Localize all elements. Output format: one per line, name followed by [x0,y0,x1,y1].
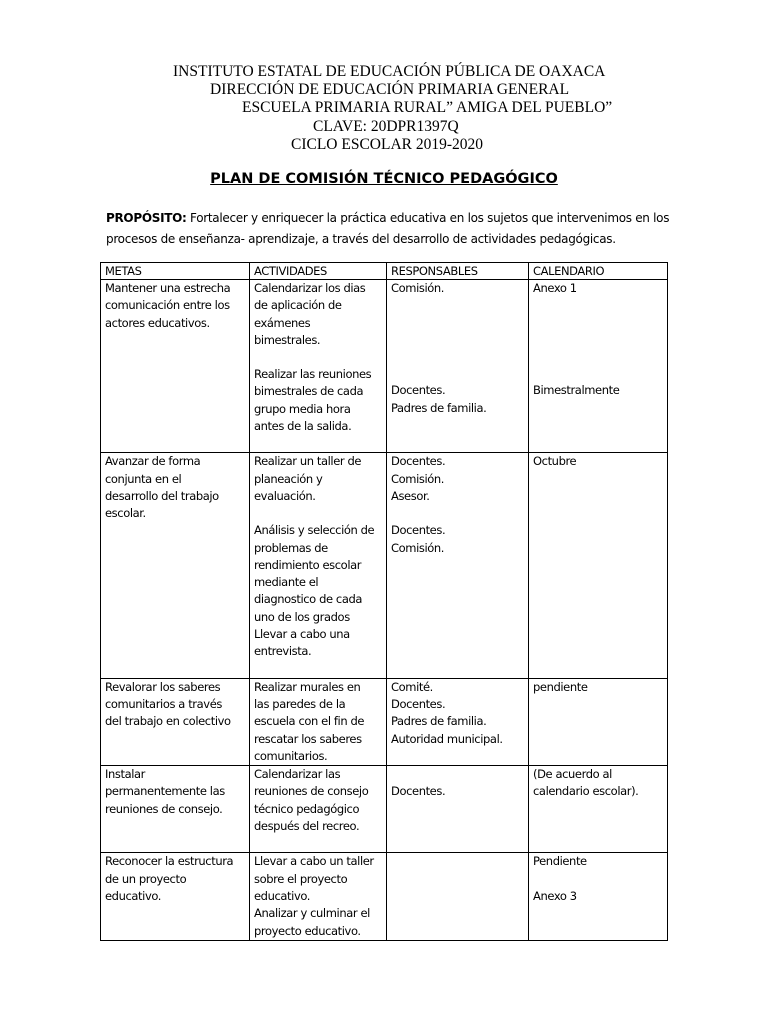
calendario-cell [529,453,668,678]
document-title: PLAN DE COMISIÓN TÉCNICO PEDAGÓGICO [210,171,558,187]
cell-line: Comisión. [391,540,445,555]
table-row [101,453,668,678]
purpose-text: Fortalecer y enriquecer la práctica educativa en los sujetos que intervenimos en los procesos de enseñanza- aprendizaje, a través del desarrollo de actividades pedagógicas. [106,211,670,246]
cell-line: Docentes. [391,523,446,538]
cell-line [533,331,663,348]
cell-line: permanentemente las [105,784,225,799]
cell-line: Octubre [533,454,577,469]
actividades-cell [250,280,387,453]
cell-line: Padres de familia. [391,714,487,729]
cell-line [391,505,524,522]
calendario-cell [529,853,668,940]
school-name: ESCUELA PRIMARIA RURAL” AMIGA DEL PUEBLO” [242,99,613,117]
table-row [101,766,668,853]
cell-line [533,314,663,331]
cell-line: Docentes. [391,784,446,799]
cell-line: mediante el [254,575,319,590]
cell-line: educativo. [254,888,311,903]
cell-line: de un proyecto [105,871,187,886]
cell-line: rendimiento escolar [254,557,362,572]
cell-line: bimestrales. [254,332,321,347]
cell-line: problemas de [254,540,328,555]
cell-line: calendario escolar). [533,784,639,799]
cell-line: Asesor. [391,488,430,503]
cell-line [533,365,663,382]
header-calendario: CALENDARIO [529,263,668,280]
cell-line: planeación y [254,471,323,486]
cell-line: educativo. [105,888,162,903]
cell-line: grupo media hora [254,401,351,416]
cell-line: después del recreo. [254,819,360,834]
cell-line: reuniones de consejo [254,784,369,799]
actividades-cell [250,453,387,678]
cell-line: escolar. [105,506,146,521]
cell-line: Realizar las reuniones [254,367,372,382]
cell-line [391,297,524,314]
purpose-label: PROPÓSITO: [106,211,187,225]
cell-line: Analizar y culminar el [254,906,370,921]
cell-line [254,349,382,366]
cell-line: Docentes. [391,383,446,398]
cell-line: Pendiente [533,854,587,869]
cell-line: Análisis y selección de [254,523,375,538]
cell-line: Llevar a cabo un taller [254,854,374,869]
actividades-cell [250,853,387,940]
responsables-cell [387,453,529,678]
institute-name: INSTITUTO ESTATAL DE EDUCACIÓN PÚBLICA DE OAXACA [173,63,606,80]
cell-line: Comité. [391,679,433,694]
cell-line: Avanzar de forma [105,454,201,469]
cell-line: uno de los grados [254,609,350,624]
cell-line: rescatar los saberes [254,731,362,746]
cell-line: Revalorar los saberes [105,679,221,694]
direction-name: DIRECCIÓN DE EDUCACIÓN PRIMARIA GENERAL [210,81,570,99]
cell-line [533,297,663,314]
cell-line: escuela con el fin de [254,714,365,729]
responsables-cell [387,280,529,453]
cell-line: Anexo 3 [533,888,577,903]
cell-line: Docentes. [391,696,446,711]
cell-line: comunicación entre los [105,298,230,313]
meta-cell [101,766,250,853]
cell-line: exámenes [254,315,311,330]
responsables-cell [387,678,529,765]
cell-line: Calendarizar las [254,767,341,782]
cell-line: Bimestralmente [533,383,620,398]
actividades-cell [250,678,387,765]
cell-line [391,314,524,331]
table-row [101,678,668,765]
cell-line [391,766,524,783]
cell-line: evaluación. [254,488,316,503]
school-key: CLAVE: 20DPR1397Q [313,117,459,135]
cell-line: (De acuerdo al [533,767,612,782]
cell-line: antes de la salida. [254,419,352,434]
cell-line: comunitarios a través [105,696,222,711]
purpose-paragraph [106,208,671,250]
cell-line: entrevista. [254,644,312,659]
cell-line: Comisión. [391,471,445,486]
cell-line: sobre el proyecto [254,871,348,886]
table-header-row [101,263,668,280]
calendario-cell [529,280,668,453]
responsables-cell [387,766,529,853]
cell-line: del trabajo en colectivo [105,714,231,729]
document-header [0,63,768,154]
table-row [101,280,668,453]
calendario-cell [529,678,668,765]
cell-line: diagnostico de cada [254,592,363,607]
cell-line: Realizar murales en [254,679,361,694]
school-cycle: CICLO ESCOLAR 2019-2020 [291,135,484,153]
cell-line: proyecto educativo. [254,923,361,938]
table-row [101,853,668,940]
cell-line: Calendarizar los dias [254,281,366,295]
cell-line [254,435,382,452]
cell-line: bimestrales de cada [254,384,364,399]
header-responsables: RESPONSABLES [387,263,529,280]
cell-line: de aplicación de [254,298,342,313]
cell-line [391,365,524,382]
cell-line: Comisión. [391,281,445,295]
cell-line [254,661,382,678]
calendario-cell [529,766,668,853]
cell-line: desarrollo del trabajo [105,488,219,503]
plan-table [100,262,668,941]
header-actividades: ACTIVIDADES [250,263,387,280]
meta-cell [101,280,250,453]
cell-line: las paredes de la [254,696,346,711]
cell-line: comunitarios. [254,748,328,763]
cell-line: Mantener una estrecha [105,281,231,295]
cell-line: Docentes. [391,454,446,469]
meta-cell [101,678,250,765]
cell-line [533,871,663,888]
cell-line: Padres de familia. [391,400,487,415]
cell-line [533,348,663,365]
plan-table-body [101,280,668,941]
cell-line: pendiente [533,679,588,694]
cell-line [254,835,382,852]
cell-line: conjunta en el [105,471,182,486]
cell-line: Reconocer la estructura [105,854,234,869]
cell-line: Autoridad municipal. [391,731,503,746]
header-metas: METAS [101,263,250,280]
cell-line: Anexo 1 [533,281,577,295]
meta-cell [101,453,250,678]
cell-line [391,331,524,348]
cell-line [254,505,382,522]
cell-line [391,348,524,365]
actividades-cell [250,766,387,853]
cell-line: Realizar un taller de [254,454,362,469]
meta-cell [101,853,250,940]
cell-line: técnico pedagógico [254,801,360,816]
cell-line: Instalar [105,767,145,782]
responsables-cell [387,853,529,940]
cell-line: Llevar a cabo una [254,627,350,642]
cell-line: reuniones de consejo. [105,801,223,816]
cell-line: actores educativos. [105,315,210,330]
